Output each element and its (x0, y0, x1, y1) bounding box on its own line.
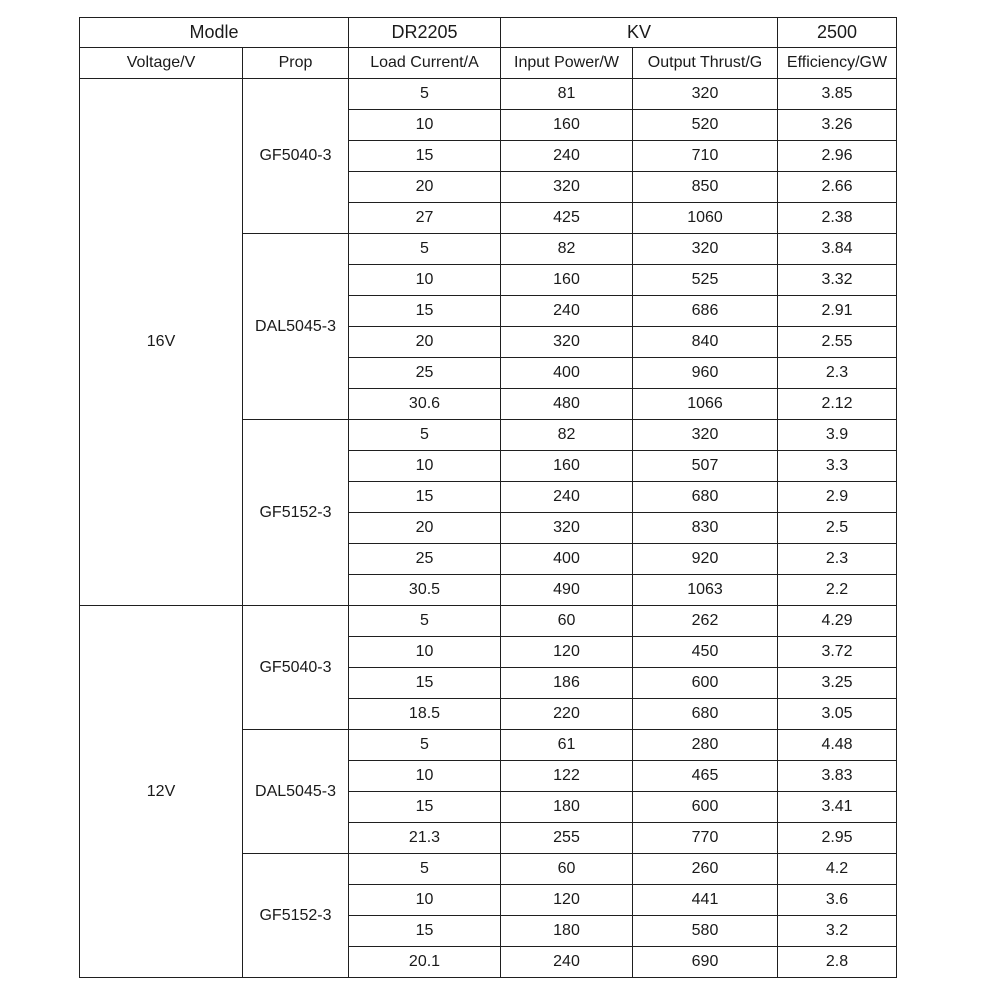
voltage-cell: 12V (80, 606, 243, 978)
load-current-cell: 5 (349, 234, 501, 265)
input-power-cell: 240 (501, 947, 633, 978)
efficiency-cell: 3.2 (778, 916, 897, 947)
efficiency-cell: 2.2 (778, 575, 897, 606)
output-thrust-cell: 580 (633, 916, 778, 947)
efficiency-cell: 2.55 (778, 327, 897, 358)
efficiency-cell: 4.2 (778, 854, 897, 885)
load-current-cell: 15 (349, 296, 501, 327)
output-thrust-cell: 520 (633, 110, 778, 141)
model-title-row (80, 18, 897, 48)
header-efficiency: Efficiency/GW (778, 48, 897, 79)
load-current-cell: 30.6 (349, 389, 501, 420)
input-power-cell: 160 (501, 265, 633, 296)
load-current-cell: 18.5 (349, 699, 501, 730)
prop-cell: GF5152-3 (243, 420, 349, 606)
efficiency-cell: 2.95 (778, 823, 897, 854)
load-current-cell: 20.1 (349, 947, 501, 978)
input-power-cell: 81 (501, 79, 633, 110)
output-thrust-cell: 840 (633, 327, 778, 358)
efficiency-cell: 2.12 (778, 389, 897, 420)
load-current-cell: 5 (349, 730, 501, 761)
efficiency-cell: 2.5 (778, 513, 897, 544)
input-power-cell: 120 (501, 885, 633, 916)
load-current-cell: 15 (349, 482, 501, 513)
efficiency-cell: 2.9 (778, 482, 897, 513)
table-row (80, 606, 897, 637)
load-current-cell: 25 (349, 358, 501, 389)
header-voltage: Voltage/V (80, 48, 243, 79)
load-current-cell: 5 (349, 854, 501, 885)
model-label: Modle (80, 18, 349, 48)
load-current-cell: 10 (349, 451, 501, 482)
load-current-cell: 15 (349, 916, 501, 947)
output-thrust-cell: 280 (633, 730, 778, 761)
performance-table (79, 17, 897, 978)
efficiency-cell: 3.41 (778, 792, 897, 823)
input-power-cell: 160 (501, 451, 633, 482)
prop-cell: DAL5045-3 (243, 730, 349, 854)
input-power-cell: 60 (501, 854, 633, 885)
load-current-cell: 5 (349, 606, 501, 637)
input-power-cell: 255 (501, 823, 633, 854)
output-thrust-cell: 920 (633, 544, 778, 575)
efficiency-cell: 2.91 (778, 296, 897, 327)
load-current-cell: 10 (349, 637, 501, 668)
input-power-cell: 61 (501, 730, 633, 761)
header-output-thrust: Output Thrust/G (633, 48, 778, 79)
input-power-cell: 240 (501, 482, 633, 513)
efficiency-cell: 4.48 (778, 730, 897, 761)
input-power-cell: 180 (501, 792, 633, 823)
header-load-current: Load Current/A (349, 48, 501, 79)
voltage-cell: 16V (80, 79, 243, 606)
efficiency-cell: 3.9 (778, 420, 897, 451)
motor-performance-sheet (79, 17, 896, 978)
output-thrust-cell: 686 (633, 296, 778, 327)
load-current-cell: 10 (349, 265, 501, 296)
efficiency-cell: 3.85 (778, 79, 897, 110)
efficiency-cell: 2.66 (778, 172, 897, 203)
output-thrust-cell: 260 (633, 854, 778, 885)
input-power-cell: 240 (501, 141, 633, 172)
load-current-cell: 5 (349, 79, 501, 110)
efficiency-cell: 3.05 (778, 699, 897, 730)
load-current-cell: 15 (349, 668, 501, 699)
input-power-cell: 220 (501, 699, 633, 730)
efficiency-cell: 3.83 (778, 761, 897, 792)
input-power-cell: 400 (501, 358, 633, 389)
load-current-cell: 25 (349, 544, 501, 575)
efficiency-cell: 3.84 (778, 234, 897, 265)
input-power-cell: 60 (501, 606, 633, 637)
prop-cell: DAL5045-3 (243, 234, 349, 420)
input-power-cell: 240 (501, 296, 633, 327)
input-power-cell: 122 (501, 761, 633, 792)
output-thrust-cell: 320 (633, 420, 778, 451)
output-thrust-cell: 680 (633, 482, 778, 513)
input-power-cell: 180 (501, 916, 633, 947)
load-current-cell: 5 (349, 420, 501, 451)
load-current-cell: 21.3 (349, 823, 501, 854)
output-thrust-cell: 600 (633, 668, 778, 699)
input-power-cell: 82 (501, 420, 633, 451)
kv-value: 2500 (778, 18, 897, 48)
output-thrust-cell: 690 (633, 947, 778, 978)
efficiency-cell: 2.8 (778, 947, 897, 978)
output-thrust-cell: 1066 (633, 389, 778, 420)
efficiency-cell: 2.3 (778, 358, 897, 389)
input-power-cell: 160 (501, 110, 633, 141)
output-thrust-cell: 320 (633, 79, 778, 110)
input-power-cell: 320 (501, 327, 633, 358)
header-prop: Prop (243, 48, 349, 79)
input-power-cell: 186 (501, 668, 633, 699)
input-power-cell: 425 (501, 203, 633, 234)
output-thrust-cell: 507 (633, 451, 778, 482)
output-thrust-cell: 830 (633, 513, 778, 544)
efficiency-cell: 3.25 (778, 668, 897, 699)
efficiency-cell: 4.29 (778, 606, 897, 637)
efficiency-cell: 3.72 (778, 637, 897, 668)
prop-cell: GF5040-3 (243, 79, 349, 234)
output-thrust-cell: 441 (633, 885, 778, 916)
input-power-cell: 400 (501, 544, 633, 575)
output-thrust-cell: 525 (633, 265, 778, 296)
output-thrust-cell: 850 (633, 172, 778, 203)
output-thrust-cell: 465 (633, 761, 778, 792)
output-thrust-cell: 680 (633, 699, 778, 730)
output-thrust-cell: 710 (633, 141, 778, 172)
load-current-cell: 20 (349, 327, 501, 358)
output-thrust-cell: 1060 (633, 203, 778, 234)
efficiency-cell: 3.26 (778, 110, 897, 141)
input-power-cell: 82 (501, 234, 633, 265)
input-power-cell: 490 (501, 575, 633, 606)
table-row (80, 79, 897, 110)
efficiency-cell: 3.6 (778, 885, 897, 916)
input-power-cell: 320 (501, 172, 633, 203)
kv-label: KV (501, 18, 778, 48)
input-power-cell: 120 (501, 637, 633, 668)
efficiency-cell: 3.32 (778, 265, 897, 296)
efficiency-cell: 3.3 (778, 451, 897, 482)
load-current-cell: 27 (349, 203, 501, 234)
output-thrust-cell: 600 (633, 792, 778, 823)
prop-cell: GF5152-3 (243, 854, 349, 978)
load-current-cell: 10 (349, 761, 501, 792)
load-current-cell: 20 (349, 172, 501, 203)
output-thrust-cell: 450 (633, 637, 778, 668)
model-value: DR2205 (349, 18, 501, 48)
output-thrust-cell: 960 (633, 358, 778, 389)
load-current-cell: 20 (349, 513, 501, 544)
input-power-cell: 320 (501, 513, 633, 544)
load-current-cell: 15 (349, 792, 501, 823)
output-thrust-cell: 320 (633, 234, 778, 265)
efficiency-cell: 2.3 (778, 544, 897, 575)
header-input-power: Input Power/W (501, 48, 633, 79)
load-current-cell: 10 (349, 885, 501, 916)
column-header-row (80, 48, 897, 79)
output-thrust-cell: 1063 (633, 575, 778, 606)
efficiency-cell: 2.96 (778, 141, 897, 172)
output-thrust-cell: 770 (633, 823, 778, 854)
performance-table-body (80, 18, 897, 978)
prop-cell: GF5040-3 (243, 606, 349, 730)
load-current-cell: 10 (349, 110, 501, 141)
load-current-cell: 15 (349, 141, 501, 172)
input-power-cell: 480 (501, 389, 633, 420)
load-current-cell: 30.5 (349, 575, 501, 606)
efficiency-cell: 2.38 (778, 203, 897, 234)
output-thrust-cell: 262 (633, 606, 778, 637)
